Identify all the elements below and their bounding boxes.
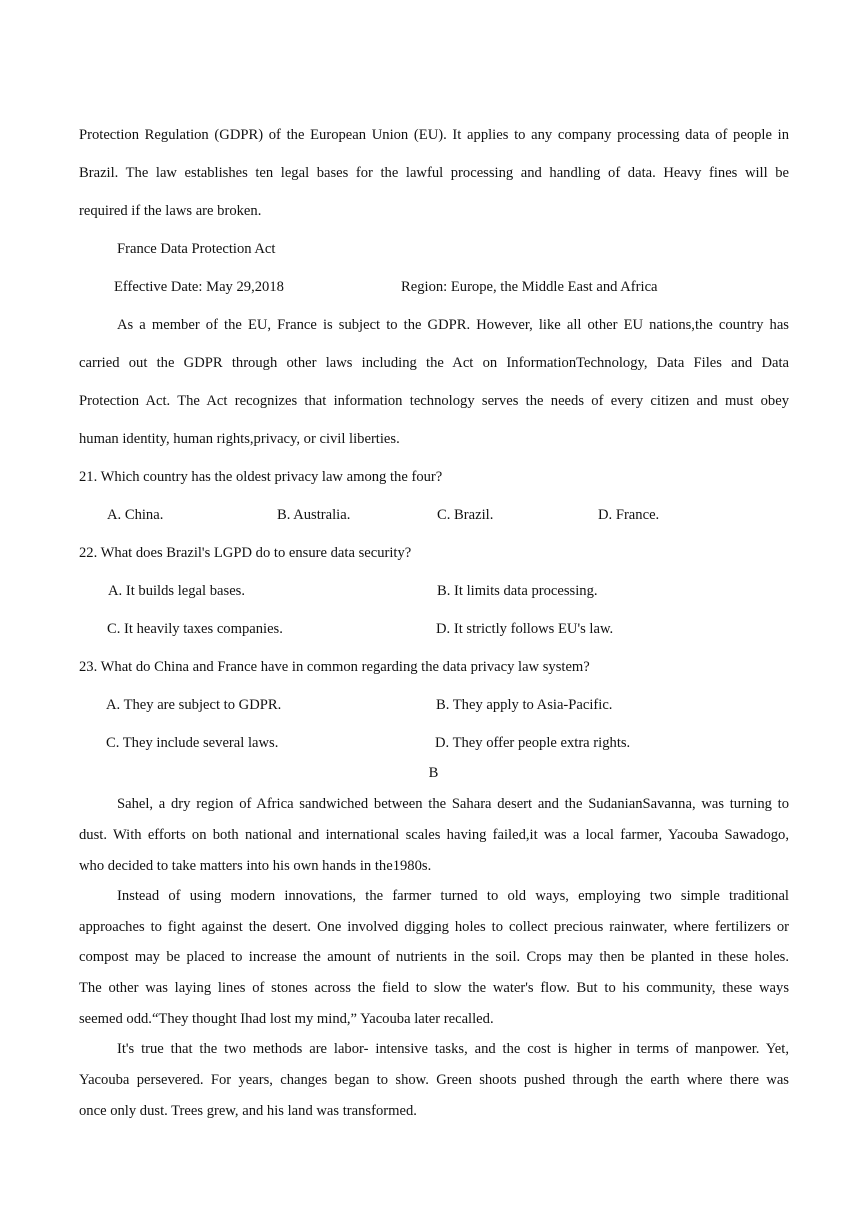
q23-option-b: B. They apply to Asia-Pacific. — [436, 697, 613, 713]
france-line-2: carried out the GDPR through other laws including the Act on InformationTechnology, Data Files and Data — [79, 355, 789, 371]
brazil-line-1: Protection Regulation (GDPR) of the European Union (EU). It applies to any company processing data of people in — [79, 127, 789, 143]
brazil-line-2: Brazil. The law establishes ten legal bases for the lawful processing and handling of data. Heavy fines will be — [79, 165, 789, 181]
q22-option-b: B. It limits data processing. — [437, 583, 598, 599]
q21-option-d: D. France. — [598, 507, 660, 523]
france-title: France Data Protection Act — [117, 241, 276, 257]
b-p2-line-1: Instead of using modern innovations, the farmer turned to old ways, employing two simple traditional — [117, 888, 789, 904]
b-p1-line-2: dust. With efforts on both national and international scales having failed,it was a local farmer, Yacouba Sawadogo, — [79, 827, 789, 843]
q21-option-c: C. Brazil. — [437, 507, 494, 523]
brazil-line-3: required if the laws are broken. — [79, 203, 262, 219]
b-p3-line-3: once only dust. Trees grew, and his land was transformed. — [79, 1103, 417, 1119]
section-b-heading: B — [428, 765, 439, 781]
question-23-stem: 23. What do China and France have in common regarding the data privacy law system? — [79, 659, 590, 675]
france-line-4: human identity, human rights,privacy, or civil liberties. — [79, 431, 400, 447]
b-p2-line-4: The other was laying lines of stones across the field to slow the water's flow. But to his community, these ways — [79, 980, 789, 996]
q22-option-c: C. It heavily taxes companies. — [107, 621, 283, 637]
q22-option-a: A. It builds legal bases. — [108, 583, 245, 599]
b-p2-line-3: compost may be placed to increase the amount of nutrients in the soil. Crops may then be planted in these holes. — [79, 949, 789, 965]
b-p3-line-1: It's true that the two methods are labor- intensive tasks, and the cost is higher in terms of manpower. Yet, — [117, 1041, 789, 1057]
q23-option-d: D. They offer people extra rights. — [435, 735, 631, 751]
question-21-stem: 21. Which country has the oldest privacy law among the four? — [79, 469, 443, 485]
b-p3-line-2: Yacouba persevered. For years, changes began to show. Green shoots pushed through the earth where there was — [79, 1072, 789, 1088]
question-22-stem: 22. What does Brazil's LGPD do to ensure data security? — [79, 545, 412, 561]
q23-option-a: A. They are subject to GDPR. — [106, 697, 282, 713]
france-effective-date: Effective Date: May 29,2018 — [114, 279, 284, 295]
q21-option-b: B. Australia. — [277, 507, 351, 523]
france-line-3: Protection Act. The Act recognizes that information technology serves the needs of every citizen and must obey — [79, 393, 789, 409]
b-p1-line-1: Sahel, a dry region of Africa sandwiched between the Sahara desert and the SudanianSavanna, was turning to — [117, 796, 789, 812]
france-region: Region: Europe, the Middle East and Africa — [401, 279, 658, 295]
b-p2-line-2: approaches to fight against the desert. One involved digging holes to collect precious rainwater, where fertilizers or — [79, 919, 789, 935]
france-line-1: As a member of the EU, France is subject to the GDPR. However, like all other EU nations,the country has — [117, 317, 789, 333]
q22-option-d: D. It strictly follows EU's law. — [436, 621, 614, 637]
b-p1-line-3: who decided to take matters into his own hands in the1980s. — [79, 858, 432, 874]
q21-option-a: A. China. — [107, 507, 164, 523]
b-p2-line-5: seemed odd.“They thought Ihad lost my mind,” Yacouba later recalled. — [79, 1011, 494, 1027]
q23-option-c: C. They include several laws. — [106, 735, 279, 751]
